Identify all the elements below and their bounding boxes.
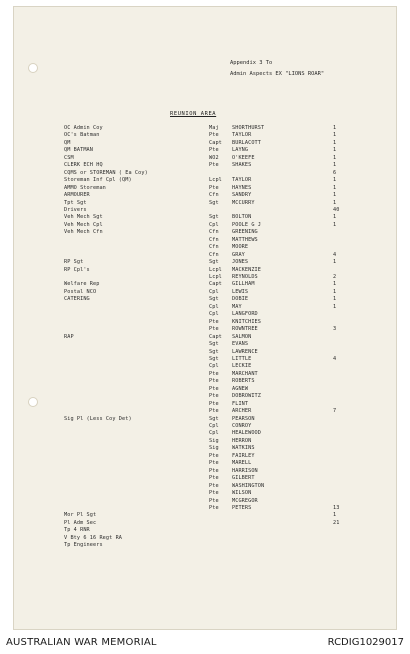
section-title: REUNION AREA [170, 111, 217, 117]
rank-text: Sgt [209, 348, 219, 355]
rank-text: Cfn [209, 244, 219, 251]
role-text: CSM [64, 154, 74, 161]
name-text: HERRON [232, 437, 252, 444]
list-item [0, 356, 410, 363]
list-item [0, 542, 410, 549]
name-text: MARCHANT [232, 370, 258, 377]
rank-text: Pte [209, 162, 219, 169]
list-item [0, 475, 410, 482]
role-text: Veh Mech Sgt [64, 214, 103, 221]
rank-text: Pte [209, 460, 219, 467]
list-item [0, 341, 410, 348]
name-text: LECKIE [232, 363, 252, 370]
role-text: RAP [64, 333, 74, 340]
count-text: 1 [333, 512, 337, 519]
rank-text: Pte [209, 393, 219, 400]
list-item [0, 483, 410, 490]
name-text: WATKINS [232, 445, 255, 452]
count-text: 1 [333, 154, 337, 161]
name-text: SALMON [232, 333, 252, 340]
name-text: PETERS [232, 504, 252, 511]
list-item [0, 468, 410, 475]
rank-text: Cpl [209, 288, 219, 295]
appendix-line-2: Admin Aspects EX "LIONS ROAR" [230, 71, 325, 77]
role-text: Tpt Sgt [64, 199, 87, 206]
name-text: GRAY [232, 251, 245, 258]
role-text: AMMO Storeman [64, 184, 106, 191]
name-text: AGNEW [232, 385, 249, 392]
rank-text: Pte [209, 184, 219, 191]
count-text: 1 [333, 199, 337, 206]
count-text: 1 [333, 192, 337, 199]
rank-text: Pte [209, 408, 219, 415]
name-text: HARRISON [232, 467, 258, 474]
list-item [0, 498, 410, 505]
rank-text: Sgt [209, 415, 219, 422]
list-item [0, 378, 410, 385]
rank-text: Sgt [209, 355, 219, 362]
name-text: ROWNTREE [232, 326, 258, 333]
list-item [0, 408, 410, 415]
list-item [0, 281, 410, 288]
rank-text: Lcpl [209, 266, 222, 273]
list-item [0, 520, 410, 527]
name-text: BURLACOTT [232, 139, 262, 146]
list-item [0, 244, 410, 251]
rank-text: Sgt [209, 214, 219, 221]
name-text: HEALEWOOD [232, 430, 262, 437]
rank-text: Pte [209, 378, 219, 385]
count-text: 7 [333, 408, 337, 415]
name-text: O'KEEFE [232, 154, 255, 161]
list-item [0, 386, 410, 393]
role-text: Mor Pl Sgt [64, 512, 97, 519]
count-text: 1 [333, 221, 337, 228]
list-item [0, 162, 410, 169]
list-item [0, 177, 410, 184]
rank-text: Pte [209, 326, 219, 333]
name-text: MOORE [232, 244, 249, 251]
rank-text: Pte [209, 467, 219, 474]
rank-text: Pte [209, 400, 219, 407]
list-item [0, 125, 410, 132]
role-text: QM BATMAN [64, 147, 94, 154]
role-text: CLERK ECH HQ [64, 162, 103, 169]
name-text: JONES [232, 259, 249, 266]
rank-text: Sgt [209, 259, 219, 266]
list-item [0, 349, 410, 356]
list-item [0, 222, 410, 229]
name-text: MCGREGOR [232, 497, 258, 504]
count-text: 1 [333, 184, 337, 191]
list-item [0, 267, 410, 274]
name-text: HAYNES [232, 184, 252, 191]
name-text: TAYLOR [232, 132, 252, 139]
count-text: 1 [333, 303, 337, 310]
name-text: DOBIE [232, 296, 249, 303]
role-text: Veh Mech Cpl [64, 221, 103, 228]
role-text: V Bty 6 16 Regt RA [64, 534, 123, 541]
rank-text: Cfn [209, 251, 219, 258]
rank-text: Sgt [209, 199, 219, 206]
name-text: PEARSON [232, 415, 255, 422]
name-text: FAIRLEY [232, 452, 255, 459]
name-text: POOLE G J [232, 221, 262, 228]
rank-text: Cpl [209, 303, 219, 310]
list-item [0, 326, 410, 333]
name-text: CONROY [232, 423, 252, 429]
count-text: 1 [333, 125, 337, 131]
rank-text: Cpl [209, 363, 219, 370]
name-text: GILLHAM [232, 281, 255, 288]
count-text: 1 [333, 147, 337, 154]
list-item [0, 334, 410, 341]
name-text: LEWIS [232, 288, 249, 295]
role-text: ARMOURER [64, 192, 90, 199]
count-text: 1 [333, 177, 337, 184]
count-text: 1 [333, 259, 337, 266]
rank-text: Sig [209, 437, 219, 444]
count-text: 3 [333, 326, 337, 333]
role-text: Drivers [64, 206, 87, 213]
list-item [0, 259, 410, 266]
list-item [0, 423, 410, 430]
list-item [0, 393, 410, 400]
role-text: Sig Pl (Less Coy Det) [64, 415, 132, 422]
name-text: SANDRY [232, 192, 252, 199]
name-text: MATTHEWS [232, 236, 258, 243]
list-item [0, 490, 410, 497]
name-text: REYNOLDS [232, 274, 258, 280]
list-item [0, 460, 410, 467]
rank-text: Pte [209, 370, 219, 377]
rank-text: Cpl [209, 221, 219, 228]
name-text: MAY [232, 303, 242, 310]
list-item [0, 430, 410, 437]
rank-text: Cpl [209, 423, 219, 429]
rank-text: Capt [209, 281, 222, 288]
name-text: MCCURRY [232, 199, 255, 206]
name-text: BOLTON [232, 214, 252, 221]
rank-text: Pte [209, 318, 219, 325]
list-item [0, 170, 410, 177]
rank-text: Pte [209, 490, 219, 497]
role-text: OC Admin Coy [64, 125, 103, 131]
rank-text: Lcpl [209, 274, 222, 280]
name-text: SHAKES [232, 162, 252, 169]
rank-text: Cfn [209, 236, 219, 243]
list-item [0, 140, 410, 147]
list-item [0, 155, 410, 162]
rank-text: Pte [209, 132, 219, 139]
list-item [0, 296, 410, 303]
list-item [0, 289, 410, 296]
count-text: 4 [333, 251, 337, 258]
name-text: GREENING [232, 229, 258, 236]
role-text: Veh Mech Cfn [64, 229, 103, 236]
appendix-line-1: Appendix 3 To [230, 60, 273, 66]
rank-text: Pte [209, 147, 219, 154]
list-item [0, 371, 410, 378]
count-text: 4 [333, 355, 337, 362]
list-item [0, 147, 410, 154]
count-text: 1 [333, 162, 337, 169]
count-text: 40 [333, 206, 340, 213]
rank-text: Pte [209, 475, 219, 482]
list-item [0, 401, 410, 408]
role-text: OC's Batman [64, 132, 100, 139]
name-text: MACKENZIE [232, 266, 262, 273]
role-text: Tp 4 RNR [64, 527, 90, 534]
list-item [0, 274, 410, 281]
list-item [0, 214, 410, 221]
rank-text: Capt [209, 333, 222, 340]
count-text: 1 [333, 214, 337, 221]
name-text: ROBERTS [232, 378, 255, 385]
footer-bar [0, 630, 410, 654]
rank-text: Sig [209, 445, 219, 452]
rank-text: Cfn [209, 229, 219, 236]
count-text: 1 [333, 139, 337, 146]
list-item [0, 416, 410, 423]
role-text: Welfare Rep [64, 281, 100, 288]
role-text: Tp Engineers [64, 542, 103, 549]
rank-text: WO2 [209, 154, 219, 161]
list-item [0, 207, 410, 214]
list-item [0, 304, 410, 311]
list-item [0, 363, 410, 370]
rank-text: Cfn [209, 192, 219, 199]
reference-id: RCDIG1029017 [327, 637, 404, 648]
name-text: FLINT [232, 400, 249, 407]
role-text: Pl Adm Sec [64, 519, 97, 526]
list-item [0, 237, 410, 244]
role-text: QM [64, 139, 71, 146]
name-text: LAWRENCE [232, 348, 258, 355]
name-text: GILBERT [232, 475, 255, 482]
role-text: RP Cpl's [64, 266, 90, 273]
rank-text: Capt [209, 139, 222, 146]
rank-text: Pte [209, 497, 219, 504]
role-text: Postal NCO [64, 288, 97, 295]
list-item [0, 229, 410, 236]
list-item [0, 438, 410, 445]
count-text: 1 [333, 132, 337, 139]
count-text: 1 [333, 296, 337, 303]
rank-text: Cpl [209, 430, 219, 437]
list-item [0, 132, 410, 139]
rank-text: Pte [209, 504, 219, 511]
list-item [0, 527, 410, 534]
list-item [0, 200, 410, 207]
rank-text: Lcpl [209, 177, 222, 184]
name-text: MARELL [232, 460, 252, 467]
list-item [0, 505, 410, 512]
list-item [0, 453, 410, 460]
count-text: 6 [333, 169, 337, 176]
list-item [0, 185, 410, 192]
name-text: DOBROWITZ [232, 393, 262, 400]
list-item [0, 311, 410, 318]
count-text: 13 [333, 504, 340, 511]
count-text: 21 [333, 519, 340, 526]
rank-text: Sgt [209, 296, 219, 303]
count-text: 1 [333, 288, 337, 295]
name-text: SHORTHURST [232, 125, 265, 131]
list-item [0, 192, 410, 199]
count-text: 2 [333, 274, 337, 280]
list-item [0, 512, 410, 519]
name-text: WILSON [232, 490, 252, 497]
list-item [0, 319, 410, 326]
name-text: EVANS [232, 341, 249, 348]
list-item [0, 445, 410, 452]
name-text: ARCHER [232, 408, 252, 415]
rank-text: Pte [209, 482, 219, 489]
name-text: LITTLE [232, 355, 252, 362]
rank-text: Cpl [209, 311, 219, 318]
punch-hole-top [28, 63, 38, 73]
role-text: CATERING [64, 296, 90, 303]
name-text: TAYLOR [232, 177, 252, 184]
source-label: AUSTRALIAN WAR MEMORIAL [6, 637, 157, 648]
count-text: 1 [333, 281, 337, 288]
rank-text: Pte [209, 385, 219, 392]
rank-text: Maj [209, 125, 219, 131]
role-text: CQMS or STOREMAN ( Ea Coy) [64, 169, 148, 176]
name-text: KNITCHIES [232, 318, 262, 325]
name-text: WASHINGTON [232, 482, 265, 489]
list-item [0, 252, 410, 259]
rank-text: Sgt [209, 341, 219, 348]
rank-text: Pte [209, 452, 219, 459]
list-item [0, 535, 410, 542]
name-text: LANGFORD [232, 311, 258, 318]
role-text: Storeman Inf Cpl (QM) [64, 177, 132, 184]
name-text: LAYNG [232, 147, 249, 154]
role-text: RP Sgt [64, 259, 84, 266]
